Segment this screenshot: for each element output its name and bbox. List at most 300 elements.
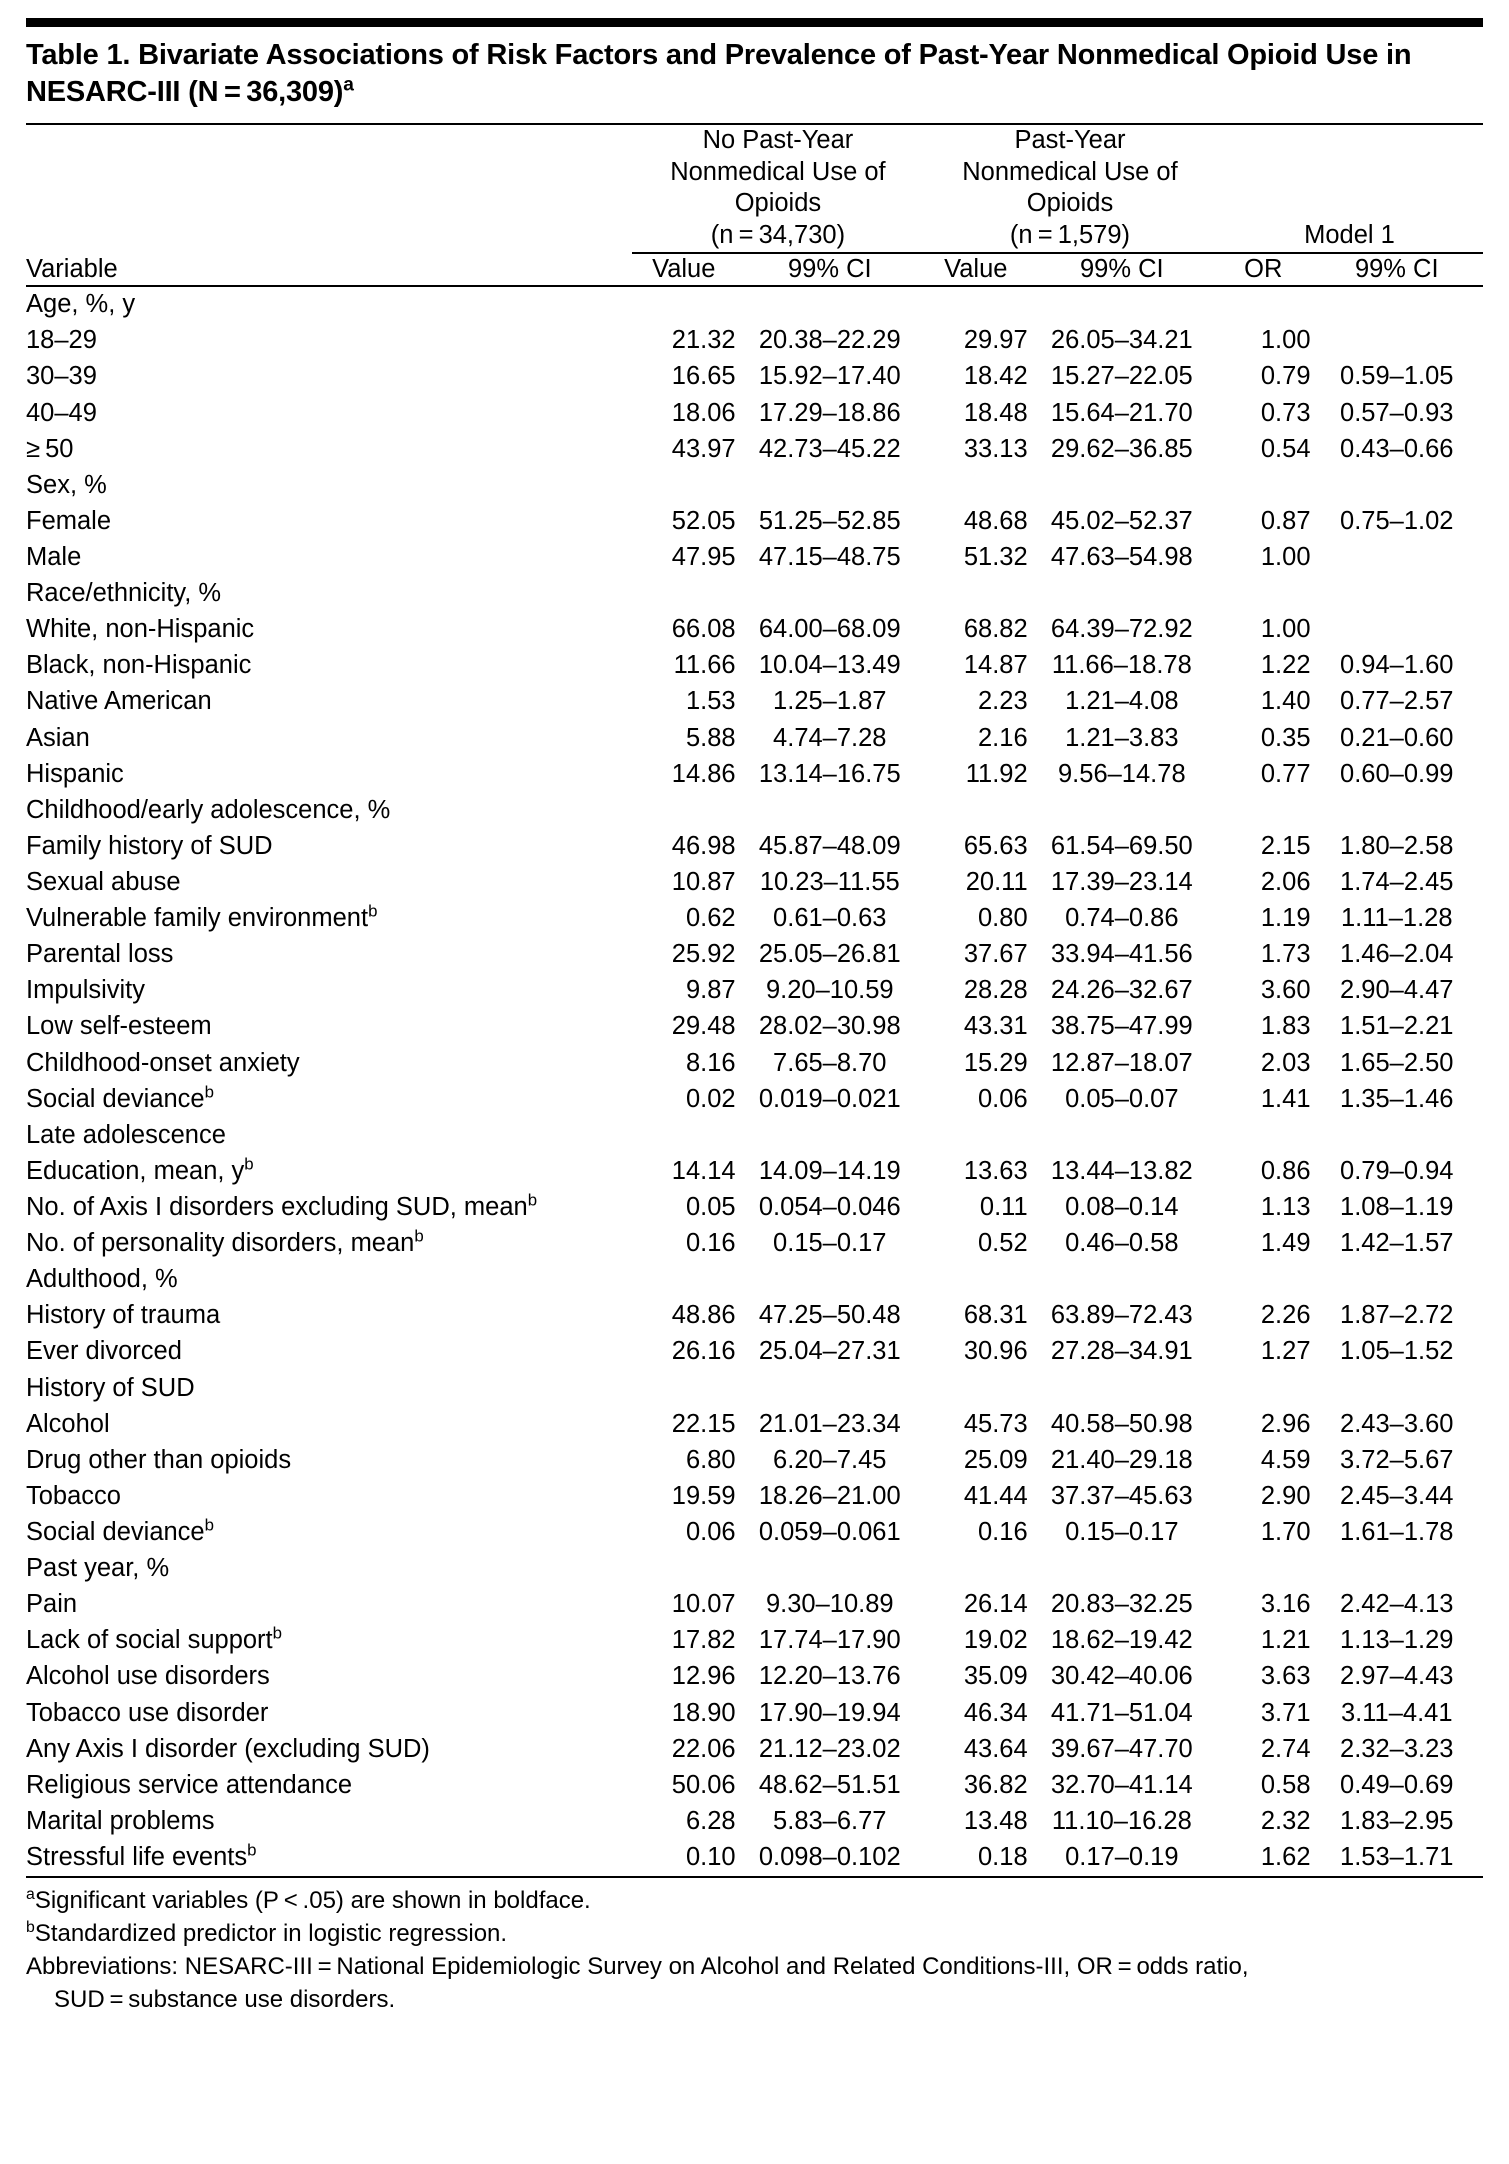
footnote-b-text: Standardized predictor in logistic regression.: [34, 1919, 508, 1947]
row-label-text: Religious service attendance: [26, 1770, 353, 1799]
value-past-year: 41.44: [963, 1481, 1028, 1510]
value-past-year: 36.82: [963, 1770, 1028, 1799]
ci-past-year: [1028, 286, 1216, 323]
value-no-past-year: [632, 286, 736, 323]
table-row: [26, 865, 1483, 901]
ci-no-past-year: [736, 467, 924, 503]
ci-model1: 0.79–0.94: [1340, 1156, 1454, 1185]
header-value-2: Value: [924, 253, 1028, 286]
ci-model1: [1311, 467, 1483, 503]
ci-past-year: 15.64–21.70: [1050, 398, 1193, 427]
ci-no-past-year: 14.09–14.19: [758, 1156, 901, 1185]
ci-no-past-year: 28.02–30.98: [758, 1012, 901, 1041]
row-label-text: Native American: [26, 687, 212, 716]
value-no-past-year: 52.05: [671, 506, 736, 535]
ci-past-year: 61.54–69.50: [1050, 831, 1193, 860]
ci-no-past-year: 12.20–13.76: [758, 1662, 901, 1691]
row-label: [26, 1370, 632, 1406]
value-past-year: 0.06: [978, 1084, 1028, 1113]
odds-ratio: 0.87: [1260, 506, 1311, 535]
ci-model1: 0.59–1.05: [1340, 362, 1454, 391]
row-label: [26, 1045, 632, 1081]
row-label-text: Pain: [26, 1590, 78, 1619]
ci-past-year: 0.74–0.86: [1065, 904, 1179, 933]
value-no-past-year: 48.86: [671, 1301, 736, 1330]
value-no-past-year: 29.48: [671, 1012, 736, 1041]
header-ci-1: 99% CI: [736, 253, 924, 286]
row-label-text: Race/ethnicity, %: [26, 579, 222, 608]
value-past-year: 48.68: [963, 506, 1028, 535]
ci-no-past-year: 9.20–10.59: [765, 976, 894, 1005]
odds-ratio: 1.21: [1260, 1626, 1311, 1655]
header-g2-line2: Nonmedical Use of: [962, 157, 1178, 186]
value-no-past-year: 0.02: [685, 1084, 736, 1113]
value-past-year: [924, 576, 1028, 612]
value-no-past-year: 10.87: [671, 868, 736, 897]
ci-model1: 1.13–1.29: [1340, 1626, 1454, 1655]
value-past-year: 65.63: [963, 831, 1028, 860]
value-no-past-year: 0.05: [685, 1193, 736, 1221]
ci-no-past-year: 21.01–23.34: [758, 1409, 901, 1438]
table-row: [26, 684, 1483, 720]
value-past-year: 29.97: [963, 326, 1028, 355]
ci-model1: [1311, 286, 1483, 323]
ci-no-past-year: [736, 1117, 924, 1153]
value-past-year: 46.34: [963, 1698, 1028, 1727]
table-row: [26, 1767, 1483, 1803]
ci-no-past-year: 10.04–13.49: [758, 651, 901, 680]
value-no-past-year: [632, 576, 736, 612]
row-label: [26, 1478, 632, 1514]
ci-no-past-year: 5.83–6.77: [773, 1806, 887, 1835]
odds-ratio: 2.74: [1260, 1734, 1311, 1763]
ci-past-year: [1028, 1117, 1216, 1153]
ci-past-year: 0.46–0.58: [1065, 1229, 1179, 1258]
row-label: [26, 1117, 632, 1153]
row-label-text: Age, %, y: [26, 290, 136, 319]
value-past-year: [924, 1117, 1028, 1153]
ci-no-past-year: 17.74–17.90: [758, 1626, 901, 1655]
odds-ratio: 0.35: [1260, 723, 1311, 752]
value-past-year: 11.92: [965, 759, 1028, 788]
value-no-past-year: 0.16: [685, 1229, 736, 1258]
table-body: [26, 286, 1483, 1876]
header-spacer: [26, 125, 632, 252]
ci-past-year: [1028, 1370, 1216, 1406]
table-row: [26, 1190, 1483, 1226]
value-past-year: 43.31: [963, 1012, 1028, 1041]
ci-no-past-year: 0.054–0.046: [758, 1193, 901, 1221]
value-past-year: 15.29: [963, 1048, 1028, 1077]
ci-model1: 1.42–1.57: [1340, 1229, 1454, 1258]
ci-past-year: 29.62–36.85: [1050, 434, 1193, 463]
row-label-footnote-marker: b: [527, 1190, 538, 1210]
row-label: [26, 1406, 632, 1442]
ci-past-year: 17.39–23.14: [1050, 868, 1193, 897]
row-label: [26, 323, 632, 359]
row-label: [26, 684, 632, 720]
row-label: [26, 1839, 632, 1875]
value-no-past-year: 6.28: [685, 1806, 736, 1835]
value-no-past-year: 10.07: [671, 1590, 736, 1619]
row-label-text: Ever divorced: [26, 1337, 182, 1366]
ci-past-year: 1.21–4.08: [1065, 687, 1179, 716]
odds-ratio: [1216, 1370, 1311, 1406]
ci-past-year: 33.94–41.56: [1050, 940, 1193, 969]
ci-model1: 1.83–2.95: [1340, 1806, 1454, 1835]
value-past-year: 43.64: [963, 1734, 1028, 1763]
value-past-year: 0.18: [978, 1842, 1028, 1871]
odds-ratio: [1216, 286, 1311, 323]
ci-past-year: 39.67–47.70: [1050, 1734, 1193, 1763]
row-label: [26, 1442, 632, 1478]
table-row: [26, 1153, 1483, 1189]
odds-ratio: 2.32: [1260, 1806, 1311, 1835]
table-title-footnote-marker: a: [343, 74, 354, 96]
ci-model1: 0.77–2.57: [1340, 687, 1454, 716]
ci-past-year: 26.05–34.21: [1050, 326, 1193, 355]
value-past-year: 13.63: [963, 1156, 1028, 1185]
ci-model1: 0.94–1.60: [1340, 651, 1454, 680]
ci-past-year: 24.26–32.67: [1050, 976, 1193, 1005]
row-label: [26, 1226, 632, 1262]
row-label: [26, 828, 632, 864]
value-past-year: [924, 1262, 1028, 1298]
ci-past-year: 40.58–50.98: [1050, 1409, 1193, 1438]
ci-model1: [1311, 1262, 1483, 1298]
table-head: [26, 125, 1483, 286]
odds-ratio: 1.00: [1260, 326, 1311, 355]
row-label: [26, 1659, 632, 1695]
footnotes: [26, 1878, 1483, 2016]
abbreviations-line-2: [26, 1984, 1483, 2015]
row-label-text: Stressful life events: [26, 1842, 248, 1871]
value-no-past-year: 19.59: [671, 1481, 736, 1510]
table-row: [26, 937, 1483, 973]
value-no-past-year: 21.32: [671, 326, 736, 355]
ci-model1: 2.43–3.60: [1340, 1409, 1454, 1438]
odds-ratio: 1.41: [1260, 1084, 1311, 1113]
value-no-past-year: 0.06: [685, 1517, 736, 1546]
table-row: [26, 503, 1483, 539]
row-label-text: Past year, %: [26, 1554, 170, 1583]
table-row: [26, 395, 1483, 431]
ci-no-past-year: 17.29–18.86: [758, 398, 901, 427]
header-g1-line1: No Past-Year: [702, 126, 854, 155]
row-label: [26, 1551, 632, 1587]
row-label: [26, 1298, 632, 1334]
value-no-past-year: 66.08: [671, 615, 736, 644]
ci-model1: 1.74–2.45: [1340, 868, 1454, 897]
ci-past-year: 20.83–32.25: [1050, 1590, 1193, 1619]
ci-no-past-year: 6.20–7.45: [773, 1445, 887, 1474]
table-row: [26, 901, 1483, 937]
row-label-text: History of SUD: [26, 1373, 195, 1402]
header-variable: Variable: [26, 253, 632, 286]
ci-past-year: 41.71–51.04: [1050, 1698, 1193, 1727]
row-label-text: 40–49: [26, 398, 97, 427]
table-row: [26, 576, 1483, 612]
ci-past-year: 63.89–72.43: [1050, 1301, 1193, 1330]
row-label-text: Asian: [26, 723, 90, 752]
value-no-past-year: 9.87: [685, 976, 736, 1005]
header-g1-line3: Opioids: [734, 189, 822, 218]
row-label-text: Lack of social support: [26, 1626, 273, 1655]
value-no-past-year: [632, 1262, 736, 1298]
ci-model1: 3.11–4.41: [1340, 1698, 1453, 1727]
odds-ratio: 1.22: [1260, 651, 1311, 680]
table-row: [26, 1370, 1483, 1406]
row-label-text: 30–39: [26, 362, 97, 391]
row-label: [26, 540, 632, 576]
odds-ratio: [1216, 792, 1311, 828]
table-row: [26, 1226, 1483, 1262]
ci-model1: 1.65–2.50: [1340, 1048, 1454, 1077]
row-label: [26, 756, 632, 792]
table-row: [26, 467, 1483, 503]
table-row: [26, 828, 1483, 864]
row-label-text: Male: [26, 543, 82, 572]
odds-ratio: 3.71: [1260, 1698, 1311, 1727]
value-no-past-year: [632, 1551, 736, 1587]
value-no-past-year: 47.95: [671, 543, 736, 572]
ci-model1: 2.45–3.44: [1340, 1481, 1454, 1510]
ci-no-past-year: 13.14–16.75: [758, 759, 901, 788]
value-no-past-year: 25.92: [671, 940, 736, 969]
ci-model1: [1311, 792, 1483, 828]
row-label-footnote-marker: b: [204, 1515, 214, 1535]
ci-no-past-year: 17.90–19.94: [758, 1698, 901, 1727]
row-label-footnote-marker: b: [414, 1226, 424, 1246]
value-past-year: 14.87: [963, 651, 1028, 680]
table-row: [26, 359, 1483, 395]
row-label: [26, 286, 632, 323]
table-row: [26, 1839, 1483, 1875]
row-label-text: Social deviance: [26, 1084, 205, 1113]
ci-past-year: 15.27–22.05: [1050, 362, 1193, 391]
odds-ratio: 0.54: [1260, 434, 1311, 463]
ci-past-year: 11.10–16.28: [1051, 1806, 1192, 1835]
table-row: [26, 973, 1483, 1009]
ci-no-past-year: 20.38–22.29: [758, 326, 901, 355]
ci-model1: 0.75–1.02: [1340, 506, 1454, 535]
ci-no-past-year: 42.73–45.22: [758, 434, 901, 463]
value-past-year: 0.52: [978, 1229, 1028, 1258]
row-label: [26, 1262, 632, 1298]
table-row: [26, 1334, 1483, 1370]
odds-ratio: 0.79: [1260, 362, 1311, 391]
abbreviations-line-1: Abbreviations: NESARC-III = National Epidemiologic Survey on Alcohol and Related Conditions-III, OR = odds ratio,: [26, 1952, 1249, 1980]
ci-past-year: [1028, 576, 1216, 612]
row-label-text: Tobacco: [26, 1481, 121, 1510]
row-label: [26, 1623, 632, 1659]
row-label-text: Social deviance: [26, 1517, 205, 1546]
ci-model1: 1.35–1.46: [1340, 1084, 1454, 1113]
ci-past-year: 64.39–72.92: [1050, 615, 1193, 644]
ci-no-past-year: 15.92–17.40: [758, 362, 901, 391]
table-row: [26, 1117, 1483, 1153]
value-past-year: 28.28: [963, 976, 1028, 1005]
footnote-a: [26, 1885, 1483, 1916]
value-no-past-year: 18.90: [671, 1698, 736, 1727]
ci-model1: [1311, 323, 1483, 359]
ci-no-past-year: [736, 1262, 924, 1298]
odds-ratio: 3.63: [1260, 1662, 1311, 1691]
value-no-past-year: 22.06: [671, 1734, 736, 1763]
row-label-text: Any Axis I disorder (excluding SUD): [26, 1734, 430, 1763]
ci-past-year: 12.87–18.07: [1050, 1048, 1193, 1077]
table-title: [26, 37, 1483, 111]
table-row: [26, 612, 1483, 648]
row-label-text: White, non-Hispanic: [26, 615, 255, 644]
value-past-year: 25.09: [963, 1445, 1028, 1474]
table-row: [26, 1442, 1483, 1478]
header-group-past-year: [924, 125, 1216, 252]
row-label: [26, 973, 632, 1009]
value-no-past-year: 26.16: [671, 1337, 736, 1366]
row-label-text: Black, non-Hispanic: [26, 651, 252, 680]
ci-model1: [1311, 1370, 1483, 1406]
row-label-footnote-marker: b: [204, 1082, 214, 1102]
odds-ratio: 2.90: [1260, 1481, 1311, 1510]
table-row: [26, 1587, 1483, 1623]
ci-no-past-year: 25.05–26.81: [758, 940, 901, 969]
header-g2-line3: Opioids: [1026, 189, 1114, 218]
row-label: [26, 576, 632, 612]
ci-past-year: 45.02–52.37: [1050, 506, 1193, 535]
ci-no-past-year: 7.65–8.70: [773, 1048, 887, 1077]
header-sub-row: [26, 253, 1483, 286]
footnote-a-marker: a: [26, 1885, 35, 1903]
ci-no-past-year: 0.019–0.021: [758, 1084, 901, 1113]
ci-model1: 1.61–1.78: [1340, 1517, 1454, 1546]
odds-ratio: 0.73: [1260, 398, 1311, 427]
row-label: [26, 937, 632, 973]
odds-ratio: 1.00: [1260, 543, 1311, 572]
table-row: [26, 756, 1483, 792]
ci-no-past-year: 21.12–23.02: [758, 1734, 901, 1763]
value-no-past-year: 22.15: [671, 1409, 736, 1438]
ci-past-year: 32.70–41.14: [1050, 1770, 1193, 1799]
ci-no-past-year: 0.61–0.63: [773, 904, 887, 933]
row-label-text: Vulnerable family environment: [26, 904, 369, 933]
value-past-year: 30.96: [963, 1337, 1028, 1366]
header-group-no-past-year: [632, 125, 924, 252]
row-label-text: 18–29: [26, 326, 97, 355]
odds-ratio: 0.86: [1260, 1156, 1311, 1185]
ci-past-year: 37.37–45.63: [1050, 1481, 1193, 1510]
ci-model1: 1.08–1.19: [1340, 1193, 1454, 1221]
table-row: [26, 1045, 1483, 1081]
row-label-text: No. of Axis I disorders excluding SUD, mean: [26, 1193, 528, 1221]
value-past-year: 37.67: [963, 940, 1028, 969]
odds-ratio: 2.26: [1260, 1301, 1311, 1330]
odds-ratio: [1216, 1117, 1311, 1153]
ci-model1: 1.87–2.72: [1340, 1301, 1454, 1330]
ci-model1: 0.49–0.69: [1340, 1770, 1454, 1799]
value-no-past-year: 14.86: [671, 759, 736, 788]
footnote-b: [26, 1918, 1483, 1949]
odds-ratio: 1.83: [1260, 1012, 1311, 1041]
ci-no-past-year: 48.62–51.51: [758, 1770, 901, 1799]
row-label: [26, 431, 632, 467]
row-label-text: Female: [26, 506, 112, 535]
odds-ratio: 1.40: [1260, 687, 1311, 716]
row-label: [26, 648, 632, 684]
ci-past-year: 0.05–0.07: [1065, 1084, 1179, 1113]
ci-model1: 3.72–5.67: [1340, 1445, 1454, 1474]
ci-past-year: 38.75–47.99: [1050, 1012, 1193, 1041]
row-label-text: Drug other than opioids: [26, 1445, 292, 1474]
ci-past-year: 1.21–3.83: [1065, 723, 1179, 752]
ci-no-past-year: [736, 792, 924, 828]
value-past-year: [924, 792, 1028, 828]
ci-model1: 1.05–1.52: [1340, 1337, 1454, 1366]
header-ci-2: 99% CI: [1028, 253, 1216, 286]
ci-no-past-year: 10.23–11.55: [759, 868, 900, 897]
row-label-text: Education, mean, y: [26, 1156, 245, 1185]
row-label: [26, 1153, 632, 1189]
ci-model1: 1.80–2.58: [1340, 831, 1454, 860]
row-label-footnote-marker: b: [368, 901, 378, 921]
value-past-year: 68.82: [963, 615, 1028, 644]
row-label-text: Impulsivity: [26, 976, 146, 1005]
ci-no-past-year: [736, 286, 924, 323]
header-g1-line2: Nonmedical Use of: [670, 157, 886, 186]
value-past-year: 45.73: [963, 1409, 1028, 1438]
bivariate-associations-table: [26, 125, 1483, 1875]
header-ci-3: 99% CI: [1311, 253, 1483, 286]
row-label-text: Family history of SUD: [26, 831, 273, 860]
ci-model1: 1.51–2.21: [1340, 1012, 1454, 1041]
row-label-footnote-marker: b: [244, 1154, 254, 1174]
odds-ratio: 1.70: [1260, 1517, 1311, 1546]
table-row: [26, 1406, 1483, 1442]
value-no-past-year: [632, 1370, 736, 1406]
table-row: [26, 1262, 1483, 1298]
value-past-year: [924, 467, 1028, 503]
table-row: [26, 1731, 1483, 1767]
row-label: [26, 1334, 632, 1370]
header-g2-line4: (n = 1,579): [1009, 221, 1131, 250]
header-g3-line1: Model 1: [1304, 221, 1395, 250]
ci-past-year: [1028, 1262, 1216, 1298]
row-label-text: Sex, %: [26, 470, 107, 499]
value-past-year: 18.48: [963, 398, 1028, 427]
ci-past-year: 0.17–0.19: [1065, 1842, 1179, 1871]
odds-ratio: 2.96: [1260, 1409, 1311, 1438]
header-g2-line1: Past-Year: [1014, 126, 1126, 155]
value-past-year: 35.09: [963, 1662, 1028, 1691]
table-row: [26, 1478, 1483, 1514]
row-label-text: History of trauma: [26, 1301, 221, 1330]
table-row: [26, 1009, 1483, 1045]
ci-no-past-year: 0.15–0.17: [773, 1229, 887, 1258]
row-label: [26, 612, 632, 648]
value-no-past-year: 12.96: [671, 1662, 736, 1691]
ci-model1: 0.43–0.66: [1340, 434, 1454, 463]
ci-no-past-year: 0.098–0.102: [758, 1842, 901, 1871]
ci-model1: 2.97–4.43: [1340, 1662, 1454, 1691]
value-no-past-year: 6.80: [685, 1445, 736, 1474]
value-past-year: [924, 1551, 1028, 1587]
row-label: [26, 359, 632, 395]
footnote-b-marker: b: [26, 1918, 35, 1936]
value-past-year: 68.31: [963, 1301, 1028, 1330]
ci-past-year: [1028, 792, 1216, 828]
odds-ratio: 1.27: [1260, 1337, 1311, 1366]
value-no-past-year: 0.10: [685, 1842, 736, 1871]
